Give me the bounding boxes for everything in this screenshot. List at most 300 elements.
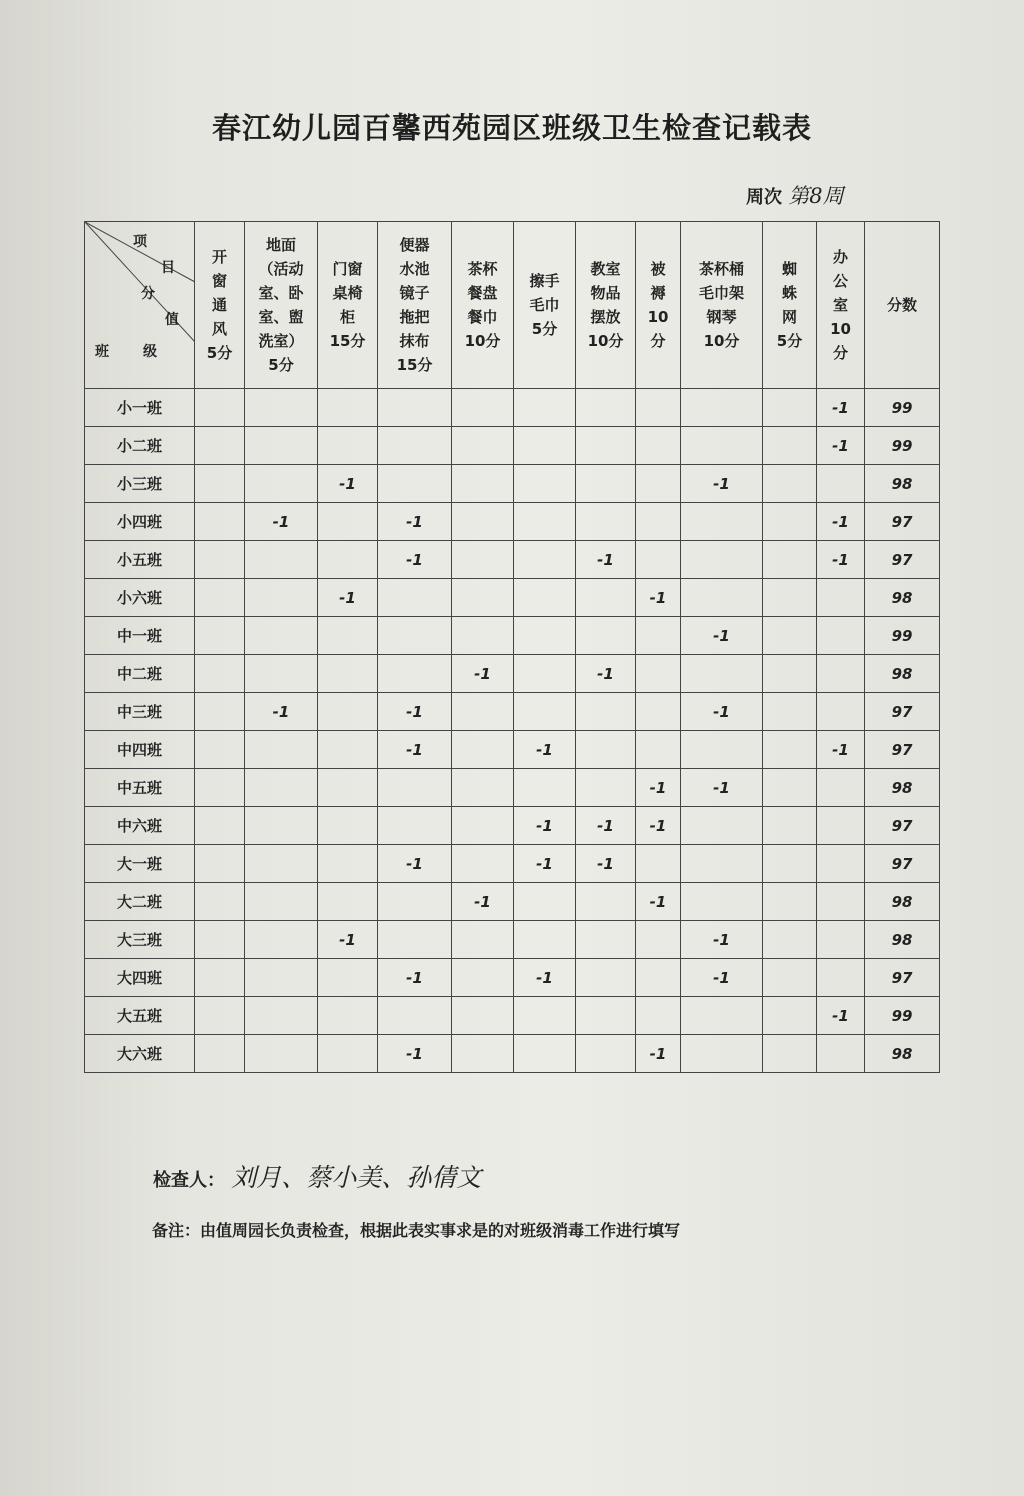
column-header-line: 桌椅	[332, 284, 363, 302]
deduction-cell	[576, 959, 636, 997]
deduction-cell	[245, 883, 318, 921]
deduction-cell	[195, 959, 245, 997]
deduction-cell	[514, 1035, 576, 1073]
table-row	[85, 427, 940, 465]
deduction-cell: -1	[514, 807, 576, 845]
column-header-line: 5分	[531, 320, 558, 338]
corner-class-char-2: 级	[143, 344, 157, 360]
table-row	[85, 731, 940, 769]
score-cell: 99	[865, 427, 940, 465]
deduction-cell	[195, 465, 245, 503]
deduction-cell	[636, 541, 681, 579]
deduction-cell	[763, 541, 817, 579]
deduction-cell	[681, 503, 763, 541]
column-header-line: 5分	[268, 356, 294, 374]
deduction-cell	[636, 959, 681, 997]
deduction-cell	[576, 617, 636, 655]
column-header-6	[514, 222, 576, 389]
deduction-cell	[452, 465, 514, 503]
class-name-cell: 小五班	[85, 541, 195, 579]
deduction-cell	[245, 389, 318, 427]
deduction-cell	[514, 503, 576, 541]
deduction-cell	[195, 883, 245, 921]
column-header-line: 通	[211, 296, 227, 314]
table-row	[85, 693, 940, 731]
deduction-cell	[452, 845, 514, 883]
deduction-cell	[763, 997, 817, 1035]
deduction-cell	[576, 1035, 636, 1073]
deduction-cell	[245, 1035, 318, 1073]
deduction-cell	[681, 1035, 763, 1073]
deduction-cell	[576, 427, 636, 465]
corner-header-cell	[85, 222, 195, 389]
deduction-cell	[763, 845, 817, 883]
deduction-cell: -1	[576, 541, 636, 579]
column-header-11	[817, 222, 865, 389]
score-cell: 98	[865, 921, 940, 959]
deduction-cell	[245, 617, 318, 655]
column-header-4	[378, 222, 452, 389]
deduction-cell	[514, 921, 576, 959]
column-header-5	[452, 222, 514, 389]
class-name-cell: 小三班	[85, 465, 195, 503]
class-name-cell: 中二班	[85, 655, 195, 693]
column-header-line: 开	[211, 248, 227, 266]
deduction-cell	[514, 579, 576, 617]
deduction-cell	[576, 389, 636, 427]
deduction-cell	[636, 655, 681, 693]
remarks-note: 备注：由值周园长负责检查，根据此表实事求是的对班级消毒工作进行填写	[152, 1221, 681, 1240]
deduction-cell	[378, 883, 452, 921]
score-cell: 97	[865, 693, 940, 731]
deduction-cell	[681, 655, 763, 693]
class-name-cell: 中一班	[85, 617, 195, 655]
deduction-cell	[636, 427, 681, 465]
column-header-line: 摆放	[590, 308, 621, 326]
corner-item-char-1: 项	[133, 234, 147, 250]
deduction-cell	[817, 959, 865, 997]
deduction-cell: -1	[318, 579, 378, 617]
deduction-cell	[817, 883, 865, 921]
deduction-cell	[763, 959, 817, 997]
deduction-cell	[195, 655, 245, 693]
score-cell: 98	[865, 465, 940, 503]
deduction-cell	[245, 541, 318, 579]
deduction-cell	[378, 427, 452, 465]
deduction-cell	[195, 921, 245, 959]
deduction-cell	[378, 769, 452, 807]
deduction-cell	[245, 427, 318, 465]
deduction-cell	[763, 503, 817, 541]
week-value: 第8周	[788, 184, 844, 208]
deduction-cell	[245, 579, 318, 617]
score-cell: 98	[865, 769, 940, 807]
deduction-cell	[195, 579, 245, 617]
deduction-cell	[576, 693, 636, 731]
class-name-cell: 大四班	[85, 959, 195, 997]
deduction-cell	[763, 731, 817, 769]
column-header-line: 5分	[776, 332, 803, 350]
column-header-9	[681, 222, 763, 389]
column-header-10	[763, 222, 817, 389]
deduction-cell	[318, 769, 378, 807]
deduction-cell	[763, 427, 817, 465]
deduction-cell: -1	[817, 541, 865, 579]
table-row	[85, 1035, 940, 1073]
deduction-cell: -1	[378, 503, 452, 541]
table-row	[85, 465, 940, 503]
deduction-cell	[452, 769, 514, 807]
deduction-cell	[514, 997, 576, 1035]
week-field	[746, 180, 844, 210]
deduction-cell	[452, 389, 514, 427]
deduction-cell	[452, 503, 514, 541]
score-column-header: 分数	[865, 222, 940, 389]
deduction-cell	[378, 579, 452, 617]
deduction-cell: -1	[378, 541, 452, 579]
table-row	[85, 807, 940, 845]
deduction-cell: -1	[681, 693, 763, 731]
deduction-cell	[452, 1035, 514, 1073]
score-cell: 97	[865, 959, 940, 997]
deduction-cell	[318, 807, 378, 845]
deduction-cell	[763, 807, 817, 845]
deduction-cell	[514, 427, 576, 465]
deduction-cell	[576, 883, 636, 921]
deduction-cell	[576, 769, 636, 807]
deduction-cell	[681, 731, 763, 769]
corner-item-char-2: 目	[161, 260, 175, 276]
deduction-cell: -1	[378, 693, 452, 731]
deduction-cell	[817, 1035, 865, 1073]
score-cell: 97	[865, 807, 940, 845]
deduction-cell	[195, 997, 245, 1035]
table-row	[85, 921, 940, 959]
table-row	[85, 541, 940, 579]
deduction-cell	[636, 731, 681, 769]
deduction-cell	[452, 731, 514, 769]
deduction-cell	[681, 883, 763, 921]
deduction-cell: -1	[318, 465, 378, 503]
column-header-line: 地面	[265, 236, 296, 254]
column-header-line: 室	[832, 296, 848, 314]
column-header-line: 抹布	[399, 332, 430, 350]
deduction-cell	[636, 389, 681, 427]
deduction-cell: -1	[576, 807, 636, 845]
column-header-line: 餐巾	[467, 308, 498, 326]
table-row	[85, 997, 940, 1035]
deduction-cell	[514, 541, 576, 579]
deduction-cell	[195, 807, 245, 845]
deduction-cell	[452, 427, 514, 465]
deduction-cell	[452, 959, 514, 997]
deduction-cell: -1	[681, 617, 763, 655]
corner-score-char-2: 值	[165, 312, 179, 328]
deduction-cell: -1	[817, 503, 865, 541]
class-name-cell: 大二班	[85, 883, 195, 921]
deduction-cell	[318, 731, 378, 769]
class-name-cell: 中四班	[85, 731, 195, 769]
column-header-line: 办	[832, 248, 848, 266]
deduction-cell	[681, 579, 763, 617]
column-header-line: 蜘	[781, 260, 797, 278]
deduction-cell	[245, 465, 318, 503]
score-cell: 98	[865, 579, 940, 617]
deduction-cell	[817, 617, 865, 655]
deduction-cell: -1	[681, 769, 763, 807]
deduction-cell	[195, 693, 245, 731]
deduction-cell	[763, 883, 817, 921]
week-label: 周次	[746, 187, 782, 208]
deduction-cell: -1	[681, 959, 763, 997]
class-name-cell: 大三班	[85, 921, 195, 959]
deduction-cell	[318, 1035, 378, 1073]
deduction-cell	[452, 541, 514, 579]
table-header-row	[85, 222, 940, 389]
deduction-cell	[195, 845, 245, 883]
deduction-cell: -1	[514, 845, 576, 883]
deduction-cell	[817, 579, 865, 617]
deduction-cell	[576, 465, 636, 503]
deduction-cell	[514, 655, 576, 693]
deduction-cell: -1	[636, 1035, 681, 1073]
deduction-cell: -1	[636, 807, 681, 845]
deduction-cell	[817, 465, 865, 503]
score-cell: 97	[865, 541, 940, 579]
column-header-line: 窗	[211, 272, 227, 290]
deduction-cell	[681, 807, 763, 845]
deduction-cell	[763, 655, 817, 693]
score-cell: 97	[865, 503, 940, 541]
deduction-cell	[318, 693, 378, 731]
column-header-line: 洗室）	[258, 332, 304, 350]
deduction-cell	[452, 579, 514, 617]
table-row	[85, 769, 940, 807]
deduction-cell	[763, 921, 817, 959]
deduction-cell	[378, 617, 452, 655]
column-header-7	[576, 222, 636, 389]
column-header-line: 10分	[464, 332, 501, 350]
deduction-cell	[452, 693, 514, 731]
deduction-cell	[318, 655, 378, 693]
column-header-line: 水池	[399, 260, 430, 278]
deduction-cell	[576, 731, 636, 769]
column-header-line: 被	[650, 260, 666, 278]
class-name-cell: 大一班	[85, 845, 195, 883]
column-header-2	[245, 222, 318, 389]
deduction-cell	[378, 807, 452, 845]
deduction-cell: -1	[817, 427, 865, 465]
column-header-line: 茶杯	[467, 260, 498, 278]
deduction-cell	[378, 997, 452, 1035]
deduction-cell	[636, 617, 681, 655]
deduction-cell	[763, 1035, 817, 1073]
deduction-cell: -1	[817, 997, 865, 1035]
deduction-cell	[763, 693, 817, 731]
table-row	[85, 959, 940, 997]
deduction-cell: -1	[318, 921, 378, 959]
deduction-cell	[452, 921, 514, 959]
deduction-cell	[195, 617, 245, 655]
score-cell: 97	[865, 731, 940, 769]
deduction-cell	[245, 655, 318, 693]
deduction-cell	[817, 655, 865, 693]
deduction-cell	[318, 845, 378, 883]
deduction-cell	[378, 465, 452, 503]
deduction-cell	[195, 541, 245, 579]
deduction-cell	[195, 769, 245, 807]
column-header-line: 15分	[396, 356, 433, 374]
class-name-cell: 中五班	[85, 769, 195, 807]
deduction-cell: -1	[452, 883, 514, 921]
column-header-line: 褥	[650, 284, 666, 302]
table-row	[85, 579, 940, 617]
deduction-cell: -1	[452, 655, 514, 693]
column-header-line: 5分	[206, 344, 233, 362]
deduction-cell: -1	[817, 389, 865, 427]
deduction-cell: -1	[636, 883, 681, 921]
deduction-cell	[245, 731, 318, 769]
deduction-cell: -1	[378, 845, 452, 883]
corner-class-char-1: 班	[95, 344, 109, 360]
column-header-line: 网	[781, 308, 797, 326]
deduction-cell	[763, 389, 817, 427]
deduction-cell	[195, 731, 245, 769]
table-row	[85, 655, 940, 693]
deduction-cell	[763, 465, 817, 503]
deduction-cell: -1	[576, 655, 636, 693]
score-cell: 97	[865, 845, 940, 883]
deduction-cell	[195, 427, 245, 465]
deduction-cell	[318, 997, 378, 1035]
column-header-line: 室、卧	[258, 284, 304, 302]
class-name-cell: 中三班	[85, 693, 195, 731]
deduction-cell	[318, 541, 378, 579]
deduction-cell	[576, 997, 636, 1035]
column-header-3	[318, 222, 378, 389]
column-header-line: 分	[832, 344, 848, 362]
column-header-line: 物品	[590, 284, 621, 302]
deduction-cell	[245, 807, 318, 845]
deduction-cell	[452, 617, 514, 655]
deduction-cell	[245, 959, 318, 997]
inspectors-label: 检查人：	[153, 1170, 225, 1191]
deduction-cell: -1	[378, 731, 452, 769]
page-title: 春江幼儿园百馨西苑园区班级卫生检查记载表	[211, 111, 812, 145]
table-row	[85, 617, 940, 655]
deduction-cell	[681, 997, 763, 1035]
score-cell: 99	[865, 997, 940, 1035]
class-name-cell: 大五班	[85, 997, 195, 1035]
deduction-cell	[514, 883, 576, 921]
inspection-table	[84, 221, 940, 1073]
class-name-cell: 中六班	[85, 807, 195, 845]
deduction-cell	[636, 921, 681, 959]
deduction-cell: -1	[514, 731, 576, 769]
deduction-cell	[763, 769, 817, 807]
score-cell: 98	[865, 1035, 940, 1073]
corner-score-char-1: 分	[141, 286, 155, 302]
deduction-cell	[318, 427, 378, 465]
column-header-line: 柜	[339, 308, 355, 326]
deduction-cell	[763, 579, 817, 617]
deduction-cell	[681, 541, 763, 579]
column-header-line: 拖把	[399, 308, 430, 326]
column-header-line: 公	[832, 272, 848, 290]
table-row	[85, 845, 940, 883]
deduction-cell: -1	[378, 1035, 452, 1073]
deduction-cell	[378, 655, 452, 693]
deduction-cell	[817, 845, 865, 883]
class-name-cell: 小一班	[85, 389, 195, 427]
column-header-8	[636, 222, 681, 389]
column-header-line: 茶杯桶	[698, 260, 744, 278]
deduction-cell	[636, 997, 681, 1035]
deduction-cell	[817, 769, 865, 807]
column-header-line: 室、盥	[258, 308, 304, 326]
deduction-cell	[636, 465, 681, 503]
column-header-1	[195, 222, 245, 389]
deduction-cell	[378, 389, 452, 427]
deduction-cell	[318, 959, 378, 997]
deduction-cell	[817, 921, 865, 959]
deduction-cell	[378, 921, 452, 959]
column-header-line: 擦手	[529, 272, 560, 290]
column-header-line: 分	[650, 332, 666, 350]
deduction-cell	[318, 883, 378, 921]
deduction-cell	[195, 1035, 245, 1073]
deduction-cell	[817, 693, 865, 731]
class-name-cell: 小二班	[85, 427, 195, 465]
deduction-cell: -1	[245, 503, 318, 541]
deduction-cell: -1	[576, 845, 636, 883]
deduction-cell	[681, 389, 763, 427]
deduction-cell: -1	[681, 465, 763, 503]
deduction-cell	[817, 807, 865, 845]
deduction-cell	[636, 503, 681, 541]
column-header-line: 风	[211, 320, 227, 338]
class-name-cell: 小六班	[85, 579, 195, 617]
score-cell: 99	[865, 389, 940, 427]
deduction-cell: -1	[636, 769, 681, 807]
deduction-cell	[576, 579, 636, 617]
column-header-line: 10	[647, 308, 669, 326]
deduction-cell	[245, 845, 318, 883]
class-name-cell: 小四班	[85, 503, 195, 541]
class-name-cell: 大六班	[85, 1035, 195, 1073]
deduction-cell	[195, 389, 245, 427]
deduction-cell	[636, 845, 681, 883]
column-header-line: 10分	[703, 332, 740, 350]
score-cell: 98	[865, 883, 940, 921]
deduction-cell	[514, 769, 576, 807]
inspectors-names: 刘月、蔡小美、孙倩文	[231, 1163, 482, 1192]
deduction-cell	[514, 389, 576, 427]
deduction-cell: -1	[817, 731, 865, 769]
column-header-line: 门窗	[332, 260, 363, 278]
deduction-cell: -1	[681, 921, 763, 959]
column-header-line: （活动	[258, 260, 304, 278]
column-header-line: 餐盘	[467, 284, 498, 302]
deduction-cell	[195, 503, 245, 541]
column-header-line: 毛巾	[529, 296, 560, 314]
deduction-cell	[245, 769, 318, 807]
deduction-cell	[245, 997, 318, 1035]
column-header-line: 10	[830, 320, 851, 338]
column-header-line: 镜子	[399, 284, 430, 302]
column-header-line: 便器	[399, 236, 430, 254]
column-header-line: 毛巾架	[698, 284, 744, 302]
